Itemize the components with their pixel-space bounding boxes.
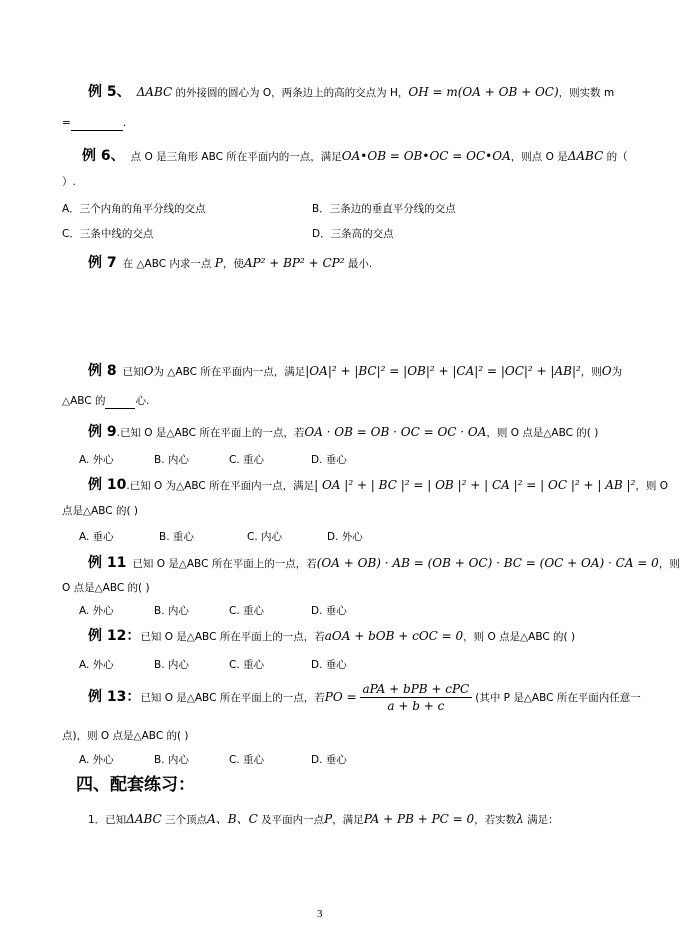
example-5-label: 例 5、 xyxy=(88,84,131,100)
fraction-numerator: aPA + bPB + cPC xyxy=(360,682,473,698)
example-12-line xyxy=(88,628,575,645)
example-5-eq: = xyxy=(62,117,71,129)
example-11-line2 xyxy=(62,582,150,595)
example-13-option-b: B. 内心 xyxy=(154,754,189,766)
example-9-text: .已知 O 是△ABC 所在平面上的一点，若 xyxy=(116,427,305,439)
example-9-text-b: ，则 O 点是△ABC 的( ) xyxy=(486,427,599,439)
triangle-symbol: ΔABC xyxy=(567,149,604,163)
example-10-text-c: 点是△ABC 的( ) xyxy=(62,505,138,517)
example-11-option-d: D. 垂心 xyxy=(311,605,347,617)
triangle-symbol: ΔABC xyxy=(126,812,162,826)
example-10-line2 xyxy=(62,505,138,518)
practice-1-text: 1．已知 xyxy=(88,814,127,826)
example-8-formula: |OA|² + |BC|² = |OB|² + |CA|² = |OC|² + |AB|² xyxy=(305,364,581,378)
practice-1-text-f: 满足： xyxy=(523,814,559,826)
example-6-label: 例 6、 xyxy=(82,148,125,164)
example-5-period: . xyxy=(122,117,127,129)
example-13-option-c: C. 重心 xyxy=(229,754,265,766)
example-6-text-c: 的（ xyxy=(603,151,628,163)
fraction-denominator: a + b + c xyxy=(387,699,445,714)
example-13-line2 xyxy=(62,730,189,743)
practice-1-text-b: 三个顶点 xyxy=(161,814,208,826)
example-6-option-c: C．三条中线的交点 xyxy=(62,228,154,240)
example-10-text: .已知 O 为△ABC 所在平面内一点，满足 xyxy=(126,480,315,492)
example-8-text-d: 为 xyxy=(611,366,623,378)
example-13-option-a: A. 外心 xyxy=(79,754,114,766)
example-10-formula: | OA |² + | BC |² = | OB |² + | CA |² = | OC |² + | AB |² xyxy=(314,478,636,492)
example-11-line1 xyxy=(88,555,680,572)
example-10-text-b: ，则 O xyxy=(635,480,669,492)
practice-1-text-c: 及平面内一点 xyxy=(257,814,325,826)
example-12-option-a: A. 外心 xyxy=(79,659,114,671)
example-10-option-d: D. 外心 xyxy=(327,531,363,543)
example-6-text-b: ，则点 O 是 xyxy=(510,151,568,163)
example-13-fraction xyxy=(360,682,473,714)
example-8-label: 例 8 xyxy=(88,363,117,379)
example-8-text-e: △ABC 的 xyxy=(62,395,106,407)
example-7-label: 例 7 xyxy=(88,255,117,271)
example-12-option-c: C. 重心 xyxy=(229,659,265,671)
example-7-text-b: ，使 xyxy=(222,258,244,270)
example-11-text: 已知 O 是△ABC 所在平面上的一点，若 xyxy=(132,558,317,570)
example-13-option-d: D. 垂心 xyxy=(311,754,347,766)
example-7-text-c: 最小. xyxy=(344,258,373,270)
example-13-text-b: (其中 P 是△ABC 所在平面内任意一 xyxy=(475,691,641,704)
point-o: O xyxy=(143,364,154,378)
example-11-option-c: C. 重心 xyxy=(229,605,265,617)
example-9-option-b: B. 内心 xyxy=(154,454,189,466)
example-6-line1 xyxy=(82,148,628,165)
example-12-text: 已知 O 是△ABC 所在平面上的一点，若 xyxy=(140,631,325,643)
example-10-option-b: B. 重心 xyxy=(159,531,194,543)
example-6-option-a: A．三个内角的角平分线的交点 xyxy=(62,203,206,215)
example-8-line1 xyxy=(88,363,622,380)
example-13-line1 xyxy=(88,682,641,714)
lambda-symbol: λ xyxy=(516,812,524,826)
example-12-formula: aOA + bOB + cOC = 0 xyxy=(324,629,464,643)
example-8-line2 xyxy=(62,395,149,409)
example-6-line2 xyxy=(62,176,76,189)
example-13-lhs: PO = xyxy=(324,689,357,704)
example-7-text: 在 △ABC 内求一点 xyxy=(122,258,212,270)
example-9-option-d: D. 垂心 xyxy=(311,454,347,466)
point-o-2: O xyxy=(601,364,612,378)
example-5-text: 的外接圆的圆心为 O，两条边上的高的交点为 H， xyxy=(172,87,409,99)
example-9-label: 例 9 xyxy=(88,424,117,440)
example-6-option-b: B．三条边的垂直平分线的交点 xyxy=(312,203,456,215)
example-9-line xyxy=(88,424,598,441)
example-11-formula: (OA + OB) · AB = (OB + OC) · BC = (OC + OA) · CA = 0 xyxy=(316,556,659,570)
example-13-text: 已知 O 是△ABC 所在平面上的一点，若 xyxy=(140,691,325,704)
example-8-text-f: 心. xyxy=(135,395,150,407)
example-11-option-b: B. 内心 xyxy=(154,605,189,617)
example-8-text-c: ，则 xyxy=(580,366,602,378)
example-6-option-d: D．三条高的交点 xyxy=(312,228,394,240)
practice-1-line xyxy=(88,812,559,827)
practice-1-text-d: ，满足 xyxy=(332,814,364,826)
example-11-label: 例 11 xyxy=(88,555,127,571)
example-12-label: 例 12： xyxy=(88,628,141,644)
example-10-option-a: A. 垂心 xyxy=(79,531,114,543)
answer-blank xyxy=(71,117,123,131)
example-12-option-d: D. 垂心 xyxy=(311,659,347,671)
example-11-text-c: O 点是△ABC 的( ) xyxy=(62,582,150,594)
answer-blank xyxy=(105,395,135,409)
triangle-symbol: ΔABC xyxy=(136,85,173,99)
example-9-formula: OA · OB = OB · OC = OC · OA xyxy=(304,425,487,439)
example-8-text-b: 为 △ABC 所在平面内一点，满足 xyxy=(153,366,306,378)
vertices: A、B、C xyxy=(207,812,258,826)
example-10-line1 xyxy=(88,477,668,494)
example-10-option-c: C. 内心 xyxy=(247,531,283,543)
example-12-text-b: ，则 O 点是△ABC 的( ) xyxy=(463,631,576,643)
example-8-text: 已知 xyxy=(122,366,144,378)
point-p: P xyxy=(324,812,333,826)
example-13-label: 例 13： xyxy=(88,688,141,705)
example-5-formula: OH = m(OA + OB + OC) xyxy=(408,85,559,99)
example-13-text-c: 点)，则 O 点是△ABC 的( ) xyxy=(62,730,189,742)
example-7-line xyxy=(88,255,372,272)
example-12-option-b: B. 内心 xyxy=(154,659,189,671)
page-number: 3 xyxy=(317,908,323,920)
section-heading: 四、配套练习： xyxy=(76,775,195,795)
point-p: P xyxy=(214,256,223,270)
example-5-line1 xyxy=(88,84,614,101)
example-6-formula: OA•OB = OB•OC = OC•OA xyxy=(341,149,511,163)
example-5-line2 xyxy=(62,117,126,131)
example-5-text-end: ，则实数 m xyxy=(558,87,615,99)
practice-1-formula: PA + PB + PC = 0 xyxy=(363,812,475,826)
example-6-close: ）. xyxy=(62,176,76,188)
example-7-formula: AP² + BP² + CP² xyxy=(243,256,345,270)
example-11-text-b: ，则 xyxy=(658,558,680,570)
example-11-option-a: A. 外心 xyxy=(79,605,114,617)
example-9-option-c: C. 重心 xyxy=(229,454,265,466)
practice-1-text-e: ，若实数 xyxy=(474,814,517,826)
example-10-label: 例 10 xyxy=(88,477,127,493)
example-9-option-a: A. 外心 xyxy=(79,454,114,466)
example-6-text: 点 O 是三角形 ABC 所在平面内的一点，满足 xyxy=(130,151,342,163)
